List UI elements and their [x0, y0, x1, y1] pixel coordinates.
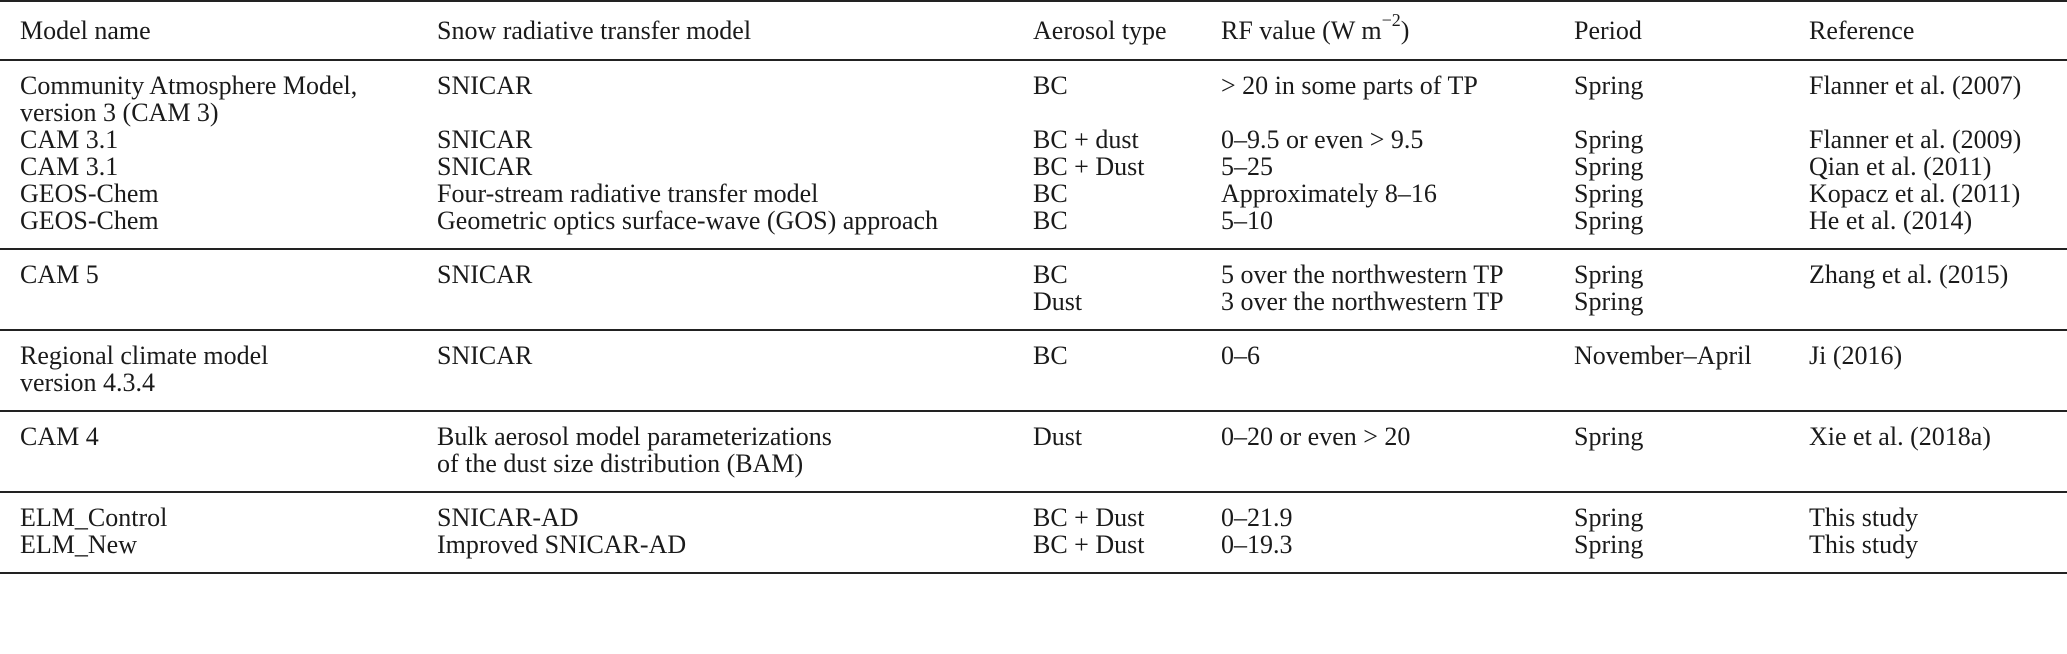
header-period: Period	[1574, 16, 1642, 45]
table-header	[0, 1, 2067, 60]
cell-rf: 0–19.3	[1221, 530, 1293, 559]
table-row	[0, 411, 2067, 492]
row-group	[0, 249, 2067, 330]
cell-aerosol: Dust	[1033, 287, 1083, 316]
cell-aerosol: BC	[1033, 341, 1068, 370]
cell-model	[0, 60, 437, 126]
cell-reference: This study	[1809, 530, 1919, 559]
table-row	[0, 126, 2067, 153]
cell-rf: 0–6	[1221, 341, 1260, 370]
row-group	[0, 330, 2067, 411]
cell-rf: 5 over the northwestern TP	[1221, 260, 1504, 289]
cell-snow-model: Improved SNICAR-AD	[437, 530, 687, 559]
cell-aerosol: BC	[1033, 71, 1068, 100]
cell-reference: Kopacz et al. (2011)	[1809, 179, 2021, 208]
table-row	[0, 180, 2067, 207]
cell-snow-line2: of the dust size distribution (BAM)	[437, 449, 804, 478]
cell-reference: Ji (2016)	[1809, 341, 1903, 370]
cell-period: Spring	[1574, 179, 1644, 208]
table-row	[0, 249, 2067, 288]
cell-rf: 5–10	[1221, 206, 1273, 235]
row-group	[0, 60, 2067, 249]
cell-aerosol: Dust	[1033, 422, 1083, 451]
header-rf-close: )	[1400, 16, 1410, 45]
table-row	[0, 492, 2067, 531]
cell-model-line2: version 4.3.4	[20, 368, 156, 397]
cell-snow-model: SNICAR	[437, 152, 533, 181]
cell-model: CAM 5	[20, 260, 99, 289]
cell-aerosol: BC + Dust	[1033, 503, 1145, 532]
cell-model: CAM 3.1	[20, 125, 119, 154]
cell-snow-model: Four-stream radiative transfer model	[437, 179, 819, 208]
cell-reference: This study	[1809, 503, 1919, 532]
cell-period: Spring	[1574, 530, 1644, 559]
table-row	[0, 330, 2067, 411]
header-rf-value	[1221, 1, 1574, 60]
cell-rf: 3 over the northwestern TP	[1221, 287, 1504, 316]
cell-period: Spring	[1574, 260, 1644, 289]
cell-period: Spring	[1574, 422, 1644, 451]
row-group	[0, 492, 2067, 573]
cell-period: Spring	[1574, 206, 1644, 235]
cell-snow-model: SNICAR	[437, 71, 533, 100]
header-aerosol-type: Aerosol type	[1033, 16, 1167, 45]
table-row	[0, 288, 2067, 330]
cell-model: ELM_Control	[20, 503, 168, 532]
cell-rf: > 20 in some parts of TP	[1221, 71, 1478, 100]
cell-reference: Flanner et al. (2009)	[1809, 125, 2022, 154]
cell-model	[0, 330, 437, 411]
cell-snow-model: SNICAR	[437, 260, 533, 289]
cell-rf: Approximately 8–16	[1221, 179, 1437, 208]
cell-reference: Zhang et al. (2015)	[1809, 260, 2009, 289]
cell-model: GEOS-Chem	[20, 206, 159, 235]
cell-model: CAM 3.1	[20, 152, 119, 181]
cell-reference: He et al. (2014)	[1809, 206, 1973, 235]
cell-snow-model: SNICAR	[437, 341, 533, 370]
cell-aerosol: BC + Dust	[1033, 530, 1145, 559]
cell-model-line1: Community Atmosphere Model,	[20, 71, 358, 100]
cell-model-line1: Regional climate model	[20, 341, 269, 370]
cell-reference: Xie et al. (2018a)	[1809, 422, 1991, 451]
cell-aerosol: BC	[1033, 260, 1068, 289]
cell-rf: 0–20 or even > 20	[1221, 422, 1411, 451]
header-row	[0, 1, 2067, 60]
cell-snow-model: SNICAR-AD	[437, 503, 579, 532]
cell-model: GEOS-Chem	[20, 179, 159, 208]
header-model-name: Model name	[20, 16, 151, 45]
cell-rf: 5–25	[1221, 152, 1273, 181]
cell-period: Spring	[1574, 125, 1644, 154]
cell-model: ELM_New	[20, 530, 137, 559]
cell-aerosol: BC	[1033, 206, 1068, 235]
header-rf-exponent: −2	[1381, 10, 1401, 31]
header-reference: Reference	[1809, 16, 1915, 45]
cell-reference: Flanner et al. (2007)	[1809, 71, 2022, 100]
header-snow-model: Snow radiative transfer model	[437, 16, 752, 45]
cell-period: Spring	[1574, 152, 1644, 181]
cell-rf: 0–9.5 or even > 9.5	[1221, 125, 1424, 154]
cell-reference: Qian et al. (2011)	[1809, 152, 1992, 181]
cell-period: November–April	[1574, 341, 1752, 370]
cell-aerosol: BC	[1033, 179, 1068, 208]
header-rf-text: RF value (W m	[1221, 16, 1382, 45]
cell-model: CAM 4	[20, 422, 99, 451]
table-row	[0, 207, 2067, 249]
cell-reference	[1809, 288, 2067, 330]
cell-aerosol: BC + Dust	[1033, 152, 1145, 181]
table-row	[0, 60, 2067, 126]
cell-period: Spring	[1574, 503, 1644, 532]
table-row	[0, 531, 2067, 573]
cell-snow-model	[437, 288, 1033, 330]
row-group	[0, 411, 2067, 492]
cell-period: Spring	[1574, 71, 1644, 100]
cell-snow-model: Geometric optics surface-wave (GOS) approach	[437, 206, 939, 235]
cell-period: Spring	[1574, 287, 1644, 316]
cell-snow-model	[437, 411, 1033, 492]
cell-snow-model: SNICAR	[437, 125, 533, 154]
table-row	[0, 153, 2067, 180]
cell-rf: 0–21.9	[1221, 503, 1293, 532]
cell-aerosol: BC + dust	[1033, 125, 1139, 154]
cell-model-line2: version 3 (CAM 3)	[20, 98, 219, 127]
cell-model	[0, 288, 437, 330]
cell-snow-line1: Bulk aerosol model parameterizations	[437, 422, 832, 451]
